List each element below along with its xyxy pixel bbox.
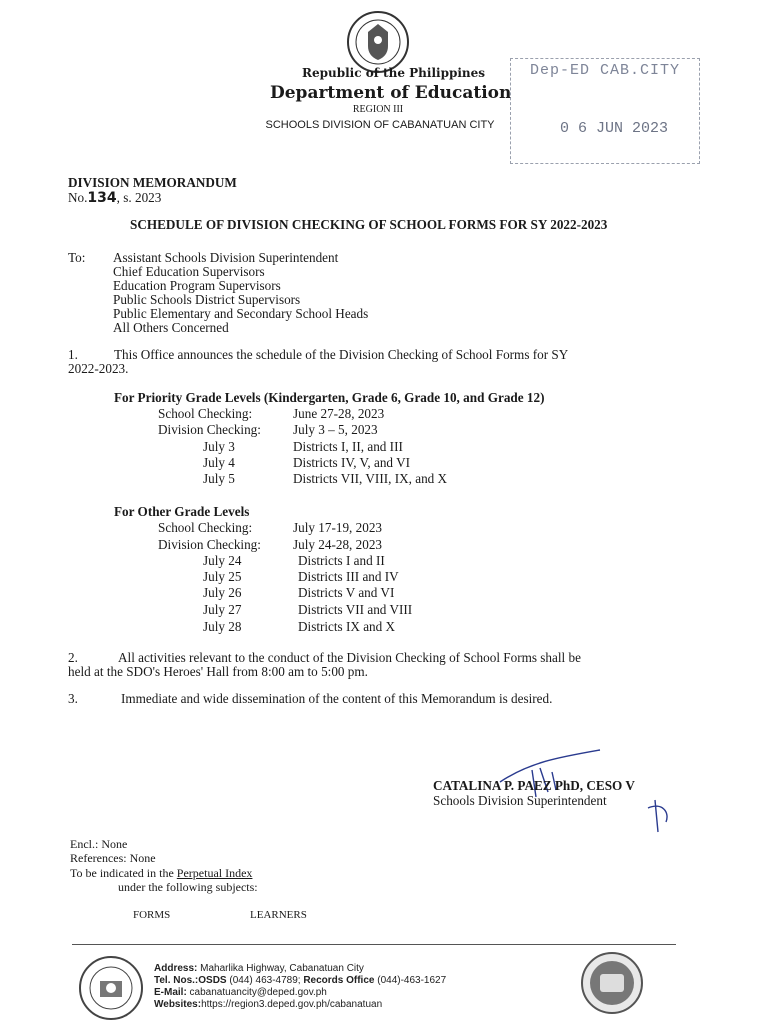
records-label: Records Office xyxy=(303,975,375,986)
other-school-value: July 17-19, 2023 xyxy=(293,520,383,535)
priority-row-districts: Districts IV, V, and VI xyxy=(293,455,410,470)
deped-seal xyxy=(338,10,418,74)
footer-divider xyxy=(72,944,676,945)
other-row-date: July 25 xyxy=(203,569,242,584)
stamp-office: Dep-ED CAB.CITY xyxy=(530,62,681,79)
signatory-title: Schools Division Superintendent xyxy=(433,793,607,808)
other-division-label: Division Checking: xyxy=(158,537,261,552)
para1-line2: 2022-2023. xyxy=(68,361,129,376)
email-label: E-Mail: xyxy=(154,987,187,998)
recipient-5: Public Elementary and Secondary School Heads xyxy=(113,306,369,321)
to-label: To: xyxy=(68,250,86,265)
other-division-value: July 24-28, 2023 xyxy=(293,537,383,552)
footer-email xyxy=(154,987,327,999)
other-row-districts: Districts III and IV xyxy=(298,569,399,584)
address-label: Address: xyxy=(154,963,198,974)
para2-line2: held at the SDO's Heroes' Hall from 8:00 am to 5:00 pm. xyxy=(68,664,368,679)
para1-number: 1. xyxy=(68,347,78,362)
division-logo xyxy=(78,955,144,1021)
recipient-4: Public Schools District Supervisors xyxy=(113,292,301,307)
memo-title: SCHEDULE OF DIVISION CHECKING OF SCHOOL FORMS FOR SY 2022-2023 xyxy=(130,217,608,232)
memo-type: DIVISION MEMORANDUM xyxy=(68,175,237,190)
priority-row-date: July 3 xyxy=(203,439,235,454)
para2-number: 2. xyxy=(68,650,78,665)
websites-label: Websites: xyxy=(154,999,202,1010)
other-school-label: School Checking: xyxy=(158,520,253,535)
priority-row-date: July 5 xyxy=(203,471,235,486)
para3-line1: Immediate and wide dissemination of the content of this Memorandum is desired. xyxy=(121,691,553,706)
iso-certification-badge xyxy=(572,950,652,1016)
memo-series: , s. 2023 xyxy=(116,190,162,205)
address-value: Maharlika Highway, Cabanatuan City xyxy=(197,963,364,974)
other-row-date: July 24 xyxy=(203,553,242,568)
stamp-date: 0 6 JUN 2023 xyxy=(560,120,669,137)
enclosure-note: Encl.: None xyxy=(70,837,128,851)
other-row-date: July 27 xyxy=(203,602,242,617)
signatory-name: CATALINA P. PAEZ PhD, CESO V xyxy=(433,778,635,793)
other-row-date: July 28 xyxy=(203,619,242,634)
subjects-intro: under the following subjects: xyxy=(118,880,258,894)
other-heading: For Other Grade Levels xyxy=(114,504,250,519)
perpetual-index-link: Perpetual Index xyxy=(176,866,253,880)
memo-number-prefix: No. xyxy=(68,190,88,205)
records-value: (044)-463-1627 xyxy=(374,975,447,986)
other-row-date: July 26 xyxy=(203,585,242,600)
perpetual-index-note xyxy=(70,866,252,881)
memo-number xyxy=(68,191,161,206)
priority-heading: For Priority Grade Levels (Kindergarten, Grade 6, Grade 10, and Grade 12) xyxy=(114,390,545,405)
priority-school-label: School Checking: xyxy=(158,406,253,421)
priority-school-value: June 27-28, 2023 xyxy=(293,406,385,421)
subject-forms: FORMS xyxy=(133,909,171,921)
tel-value: (044) 463-4789; xyxy=(226,975,304,986)
division-line: SCHOOLS DIVISION OF CABANATUAN CITY xyxy=(265,119,495,131)
priority-division-label: Division Checking: xyxy=(158,422,261,437)
email-value[interactable]: cabanatuancity@deped.gov.ph xyxy=(186,987,327,998)
priority-division-value: July 3 – 5, 2023 xyxy=(293,422,378,437)
department-name: Department of Education xyxy=(270,83,512,103)
other-row-districts: Districts VII and VIII xyxy=(298,602,413,617)
recipient-3: Education Program Supervisors xyxy=(113,278,281,293)
para3-number: 3. xyxy=(68,691,78,706)
priority-row-districts: Districts VII, VIII, IX, and X xyxy=(293,471,448,486)
recipient-1: Assistant Schools Division Superintendent xyxy=(113,250,339,265)
footer-website xyxy=(154,999,382,1011)
para1-line1: This Office announces the schedule of the Division Checking of School Forms for SY xyxy=(114,347,569,362)
websites-value[interactable]: https://region3.deped.gov.ph/cabanatuan xyxy=(201,999,383,1010)
para2-line1: All activities relevant to the conduct of the Division Checking of School Forms shall be xyxy=(118,650,581,665)
references-note: References: None xyxy=(70,851,156,865)
subject-learners: LEARNERS xyxy=(250,909,307,921)
footer-address xyxy=(154,963,364,975)
footer-phone xyxy=(154,975,446,987)
perpetual-index-prefix: To be indicated in the xyxy=(70,866,177,880)
memo-number-value: 134 xyxy=(87,190,117,206)
tel-label: Tel. Nos.:OSDS xyxy=(154,975,227,986)
other-row-districts: Districts V and VI xyxy=(298,585,395,600)
priority-row-date: July 4 xyxy=(203,455,235,470)
recipient-2: Chief Education Supervisors xyxy=(113,264,265,279)
other-row-districts: Districts I and II xyxy=(298,553,385,568)
priority-row-districts: Districts I, II, and III xyxy=(293,439,403,454)
region-line: REGION III xyxy=(352,104,404,115)
other-row-districts: Districts IX and X xyxy=(298,619,396,634)
recipient-6: All Others Concerned xyxy=(113,320,229,335)
republic-line: Republic of the Philippines xyxy=(302,66,486,80)
